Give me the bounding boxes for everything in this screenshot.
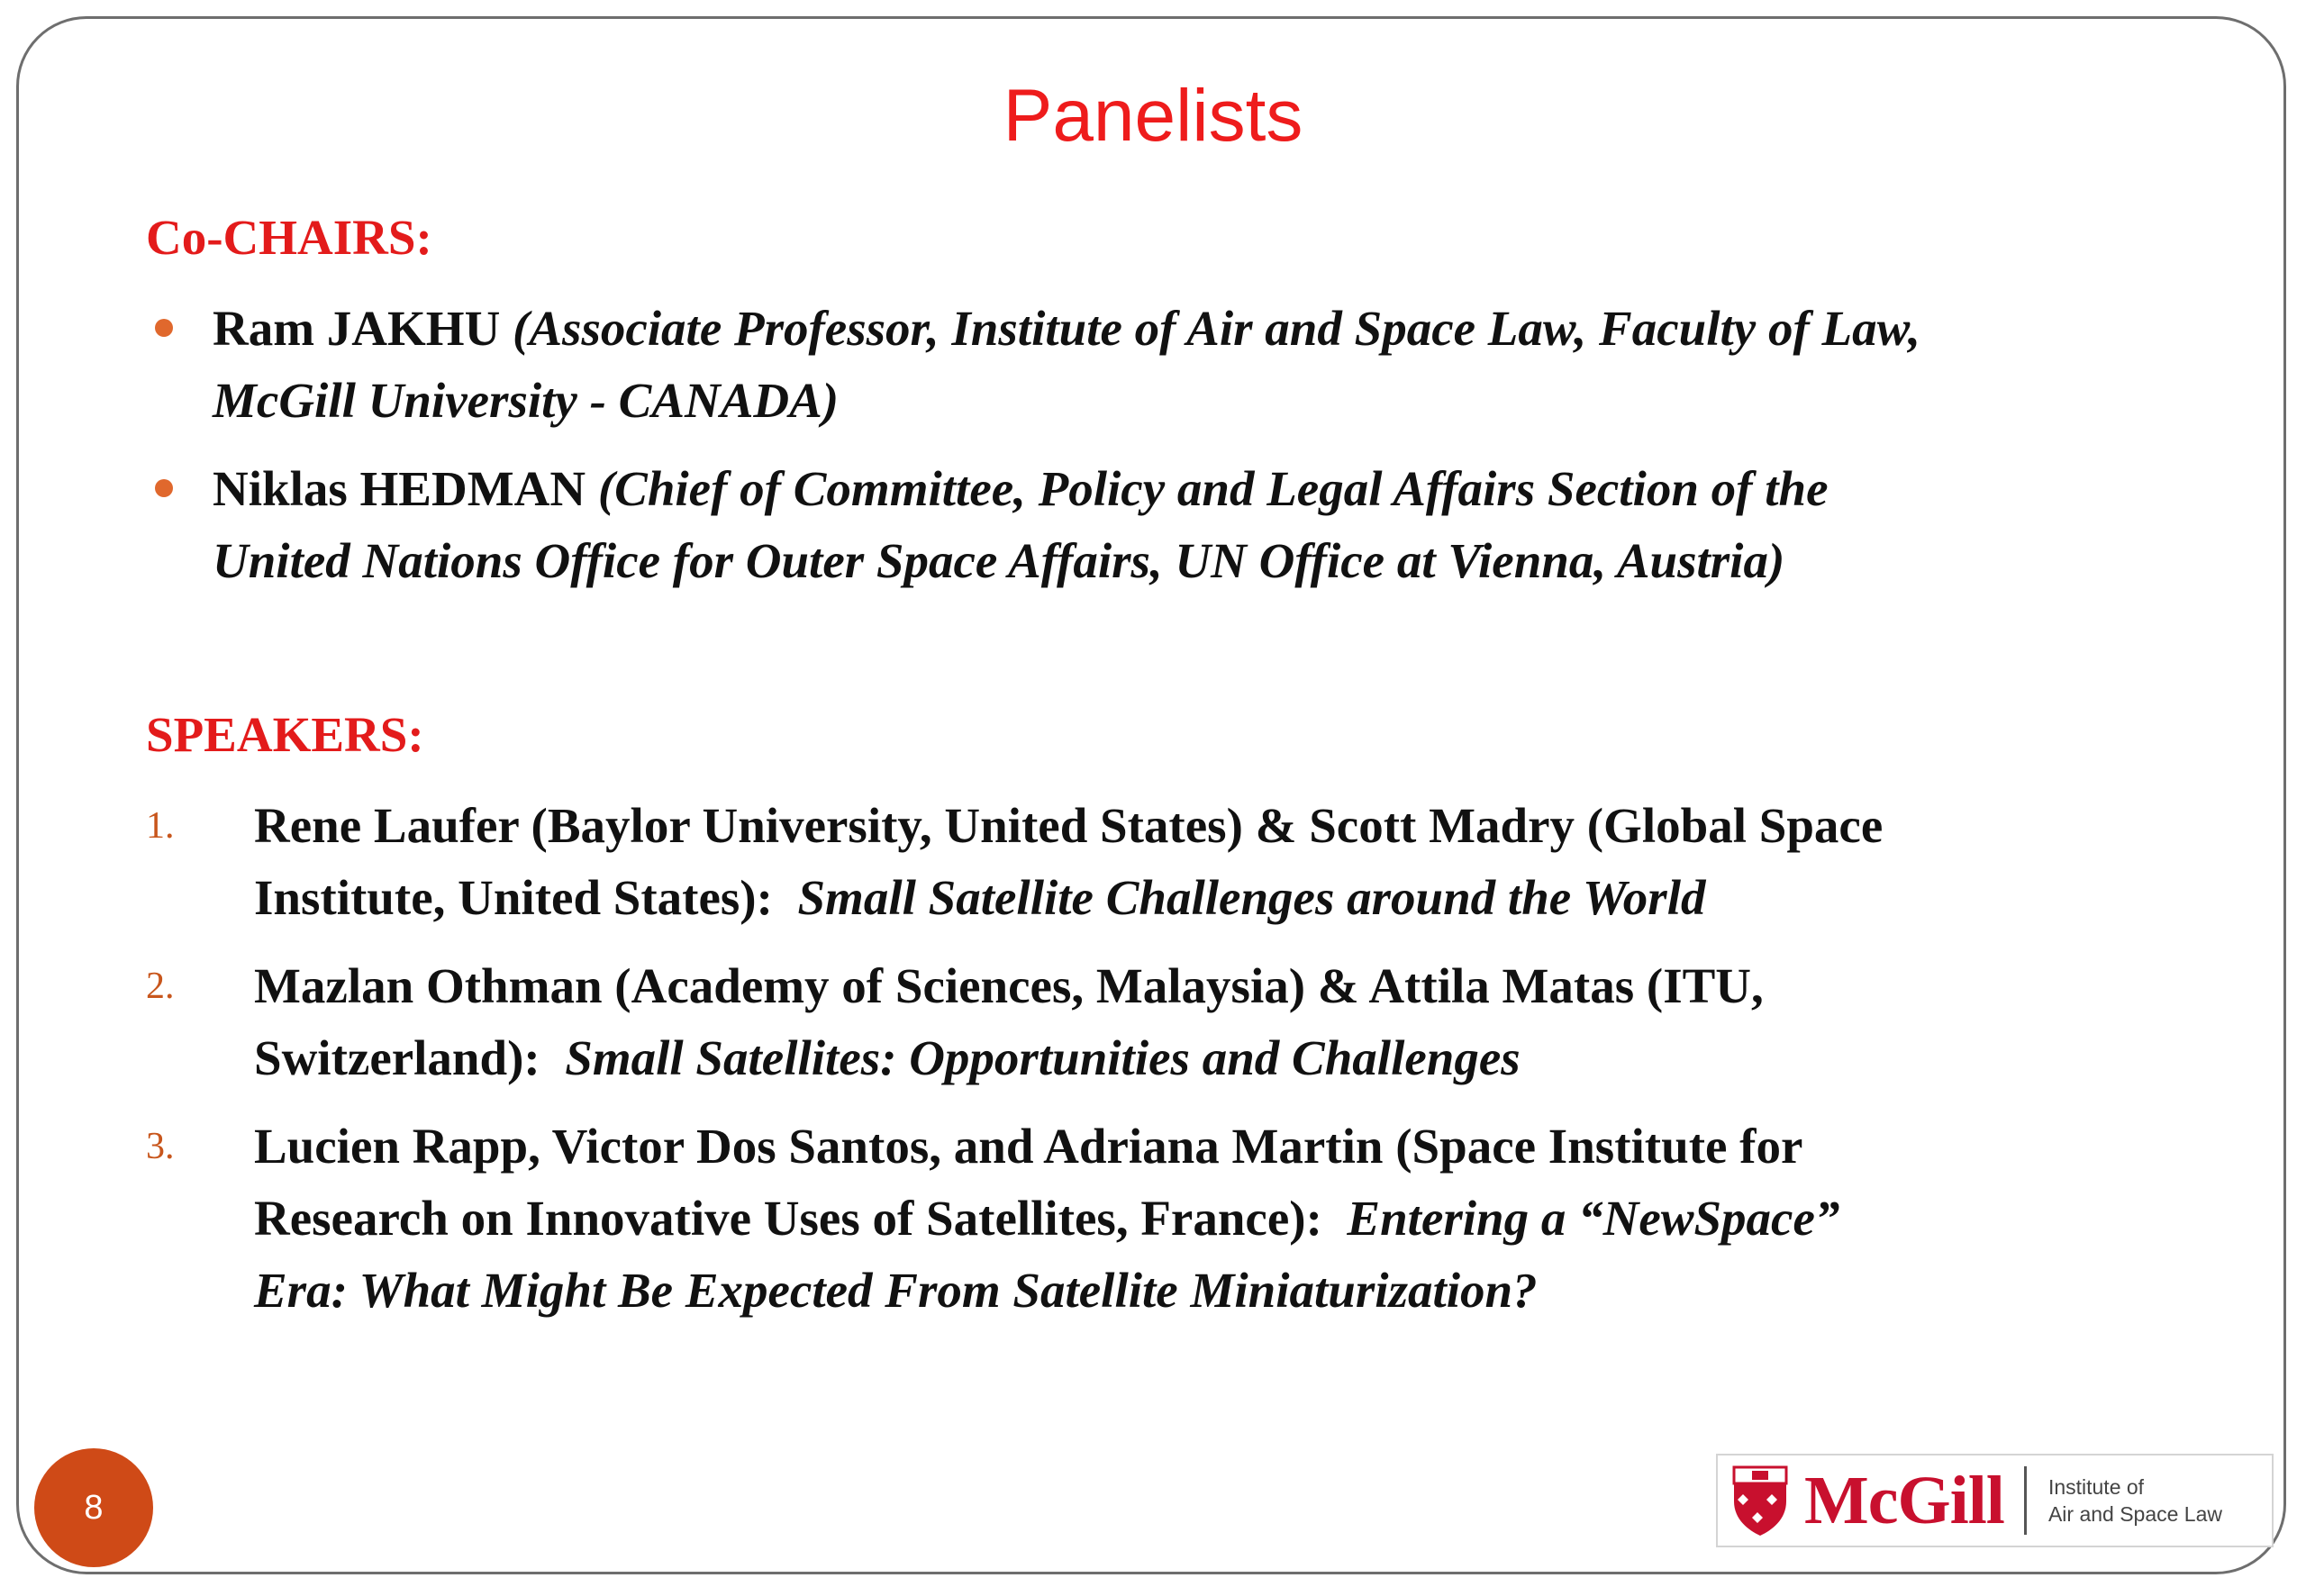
page-number-badge: 8 <box>34 1448 153 1567</box>
speaker-affiliation: Switzerland): <box>254 1030 540 1085</box>
talk-title-cont: Era: What Might Be Expected From Satellite Miniaturization? <box>254 1263 1538 1318</box>
talk-title: Entering a “NewSpace” <box>1347 1191 1840 1246</box>
list-number: 2. <box>146 966 175 1007</box>
logo-subtitle-line1: Institute of <box>2047 1475 2145 1499</box>
speaker-affiliation: Research on Innovative Uses of Satellites, France): <box>254 1191 1322 1246</box>
speaker-item <box>254 790 2182 934</box>
co-chairs-heading: Co-CHAIRS: <box>146 210 432 265</box>
list-number: 3. <box>146 1126 175 1167</box>
mcgill-logo <box>1716 1454 2274 1547</box>
speaker-names: Mazlan Othman (Academy of Sciences, Malaysia) & Attila Matas (ITU, <box>254 958 1764 1013</box>
talk-title: Small Satellites: Opportunities and Challenges <box>565 1030 1521 1085</box>
list-number: 1. <box>146 805 175 847</box>
co-chair-role: (Chief of Committee, Policy and Legal Affairs Section of the <box>597 461 1829 516</box>
talk-title: Small Satellite Challenges around the World <box>797 870 1706 925</box>
logo-divider <box>2024 1466 2027 1535</box>
co-chair-role: (Associate Professor, Institute of Air and Space Law, Faculty of Law, <box>513 301 1921 356</box>
logo-subtitle-line2: Air and Space Law <box>2047 1502 2223 1526</box>
co-chair-name: Niklas HEDMAN <box>213 461 586 516</box>
co-chair-item <box>213 293 2212 437</box>
speaker-item <box>254 950 2182 1094</box>
speaker-affiliation: Institute, United States): <box>254 870 773 925</box>
speaker-names: Rene Laufer (Baylor University, United States) & Scott Madry (Global Space <box>254 798 1884 853</box>
slide-title: Panelists <box>1003 75 1303 157</box>
mcgill-wordmark: McGill <box>1804 1463 2004 1538</box>
bullet-icon <box>155 479 173 497</box>
co-chair-role-cont: United Nations Office for Outer Space Affairs, UN Office at Vienna, Austria) <box>213 533 1785 588</box>
speaker-names: Lucien Rapp, Victor Dos Santos, and Adriana Martin (Space Institute for <box>254 1119 1803 1174</box>
co-chair-name: Ram JAKHU <box>213 301 501 356</box>
crest-icon <box>1730 1464 1790 1537</box>
speaker-item <box>254 1111 2182 1327</box>
co-chair-role-cont: McGill University - CANADA) <box>213 373 840 428</box>
bullet-icon <box>155 319 173 337</box>
logo-subtitle <box>2048 1474 2222 1528</box>
speakers-heading: SPEAKERS: <box>146 707 424 762</box>
co-chair-item <box>213 453 2212 597</box>
